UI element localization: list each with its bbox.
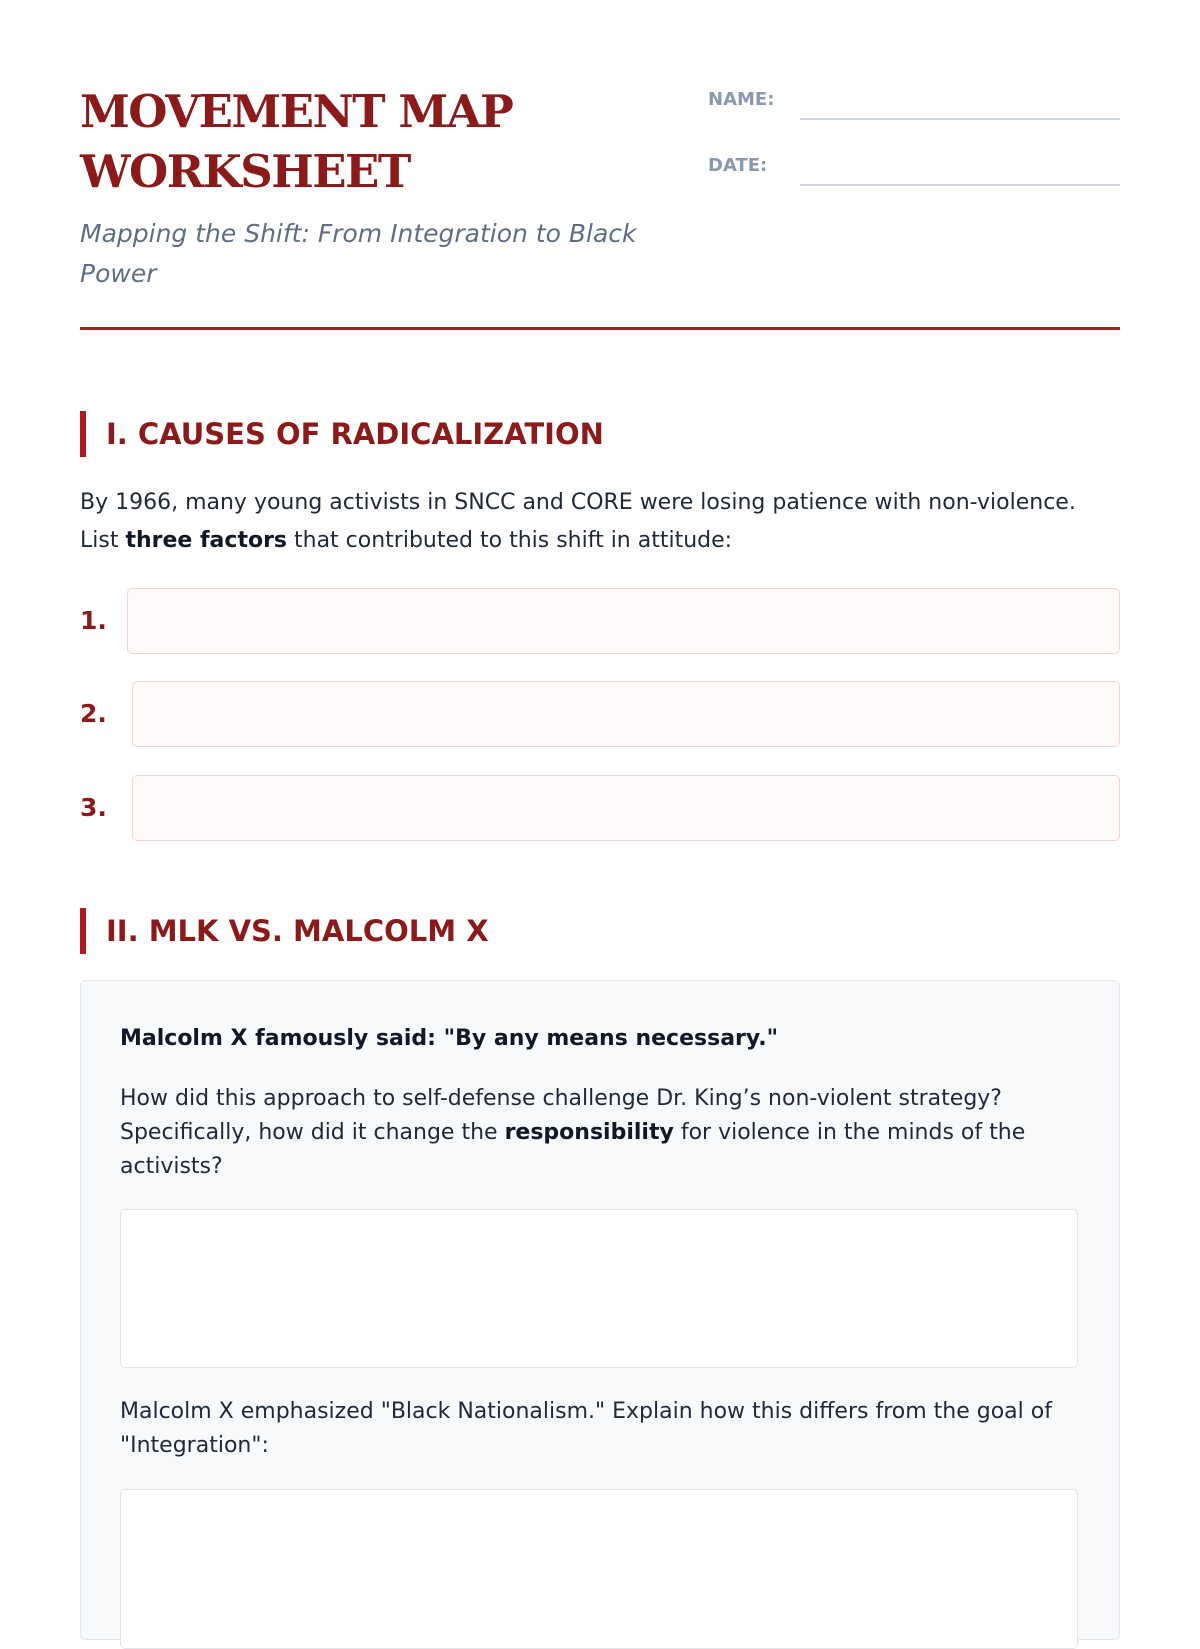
factor-number-3: 3. — [80, 793, 107, 822]
date-row — [708, 152, 1120, 218]
intro-text-2: that contributed to this shift in attitude: — [287, 528, 733, 553]
factor-number-1: 1. — [80, 606, 107, 635]
title-line-2: WORKSHEET — [80, 145, 410, 198]
worksheet-header — [80, 0, 1120, 330]
question-1-answer-box[interactable] — [120, 1209, 1078, 1368]
worksheet-subtitle: Mapping the Shift: From Integration to Black Power — [80, 219, 637, 288]
factor-row-1 — [80, 588, 1120, 654]
section-2-heading: II. MLK VS. MALCOLM X — [80, 908, 1120, 954]
question-1-text-2: for violence in the minds of the activists? — [120, 1120, 1026, 1179]
title-block — [80, 82, 660, 294]
name-field[interactable] — [800, 118, 1120, 120]
factor-row-2 — [80, 681, 1120, 747]
student-info — [708, 86, 1120, 218]
intro-bold-text: three factors — [125, 528, 288, 553]
question-1-bold-text: responsibility — [504, 1120, 674, 1145]
intro-text-1: By 1966, many young activists in SNCC and CORE were losing patience with non-violence. List — [80, 490, 1076, 553]
factor-input-1[interactable] — [127, 588, 1120, 654]
question-1-text-1: How did this approach to self-defense challenge Dr. King’s non-violent strategy? Specifically, how did it change the — [120, 1086, 1002, 1145]
title-line-1: MOVEMENT MAP — [80, 85, 513, 138]
section-1-intro — [80, 484, 1120, 560]
name-row — [708, 86, 1120, 152]
name-label: NAME: — [708, 89, 775, 110]
question-1 — [120, 1082, 1070, 1184]
factor-number-2: 2. — [80, 699, 107, 728]
question-2-answer-box[interactable] — [120, 1489, 1078, 1649]
header-divider — [80, 327, 1120, 330]
date-label: DATE: — [708, 155, 768, 176]
date-field[interactable] — [800, 184, 1120, 186]
factor-input-3[interactable] — [132, 775, 1120, 841]
question-2: Malcolm X emphasized "Black Nationalism." Explain how this differs from the goal of "Integration": — [120, 1399, 1052, 1458]
factor-input-2[interactable] — [132, 681, 1120, 747]
section-1-heading: I. CAUSES OF RADICALIZATION — [80, 411, 1120, 457]
worksheet-title — [80, 82, 660, 202]
worksheet-page — [80, 0, 1120, 1458]
malcolm-quote: Malcolm X famously said: "By any means necessary." — [120, 1026, 779, 1051]
factor-row-3 — [80, 775, 1120, 841]
